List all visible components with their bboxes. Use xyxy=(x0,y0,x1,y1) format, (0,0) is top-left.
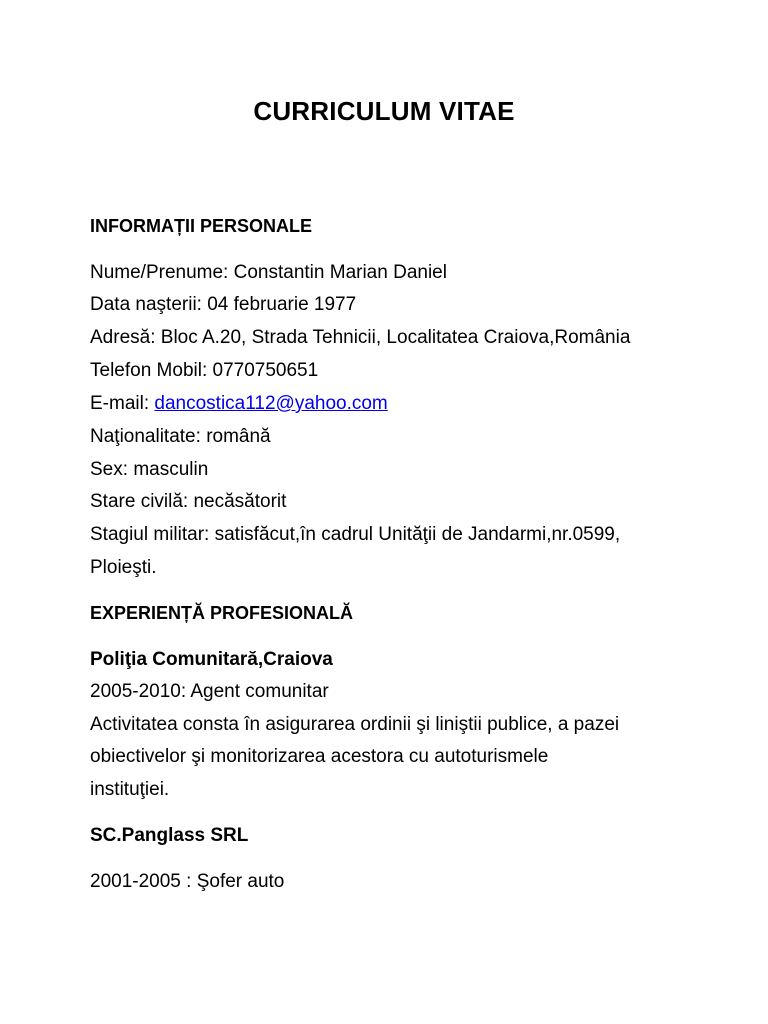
nationality-value: română xyxy=(206,426,271,447)
sex-line xyxy=(90,459,208,481)
phone-value: 0770750651 xyxy=(212,360,319,381)
job-1-desc-line-3: instituţiei. xyxy=(90,779,170,800)
military-line-2: Ploieşti. xyxy=(90,557,157,578)
military-line-1: Stagiul militar: satisfăcut,în cadrul Unităţii de Jandarmi,nr.0599, xyxy=(90,524,621,545)
email-label: E-mail: xyxy=(90,393,155,414)
birth-label: Data naşterii: xyxy=(90,294,208,315)
civil-status-line xyxy=(90,491,286,513)
email-line xyxy=(90,393,388,415)
personal-info-heading: INFORMAȚII PERSONALE xyxy=(90,216,313,236)
phone-label: Telefon Mobil: xyxy=(90,360,213,381)
birth-value: 04 februarie 1977 xyxy=(207,294,357,315)
birth-line xyxy=(90,294,356,316)
nationality-line xyxy=(90,426,271,448)
job-1-desc-line-2: obiectivelor şi monitorizarea acestora cu autoturismele xyxy=(90,746,549,767)
job-2-period: 2001-2005 : Şofer auto xyxy=(90,871,285,892)
address-value: Bloc A.20, Strada Tehnicii, Localitatea Craiova,România xyxy=(160,327,631,348)
email-link[interactable]: dancostica112@yahoo.com xyxy=(154,393,388,414)
job-1-company: Poliţia Comunitară,Craiova xyxy=(90,649,333,670)
civil-status-label: Stare civilă: xyxy=(90,491,194,512)
job-1-desc-line-1: Activitatea consta în asigurarea ordinii şi liniştii publice, a pazei xyxy=(90,714,620,735)
page-title: CURRICULUM VITAE xyxy=(253,96,515,126)
address-line xyxy=(90,327,630,349)
sex-value: masculin xyxy=(133,459,209,480)
job-1-period: 2005-2010: Agent comunitar xyxy=(90,681,329,702)
name-line xyxy=(90,262,447,284)
address-label: Adresă: xyxy=(90,327,161,348)
phone-line xyxy=(90,360,318,382)
name-value: Constantin Marian Daniel xyxy=(233,262,447,283)
sex-label: Sex: xyxy=(90,459,134,480)
name-label: Nume/Prenume: xyxy=(90,262,234,283)
civil-status-value: necăsătorit xyxy=(193,491,287,512)
job-2-company: SC.Panglass SRL xyxy=(90,825,249,846)
experience-heading: EXPERIENȚĂ PROFESIONALĂ xyxy=(90,603,354,623)
nationality-label: Naţionalitate: xyxy=(90,426,207,447)
